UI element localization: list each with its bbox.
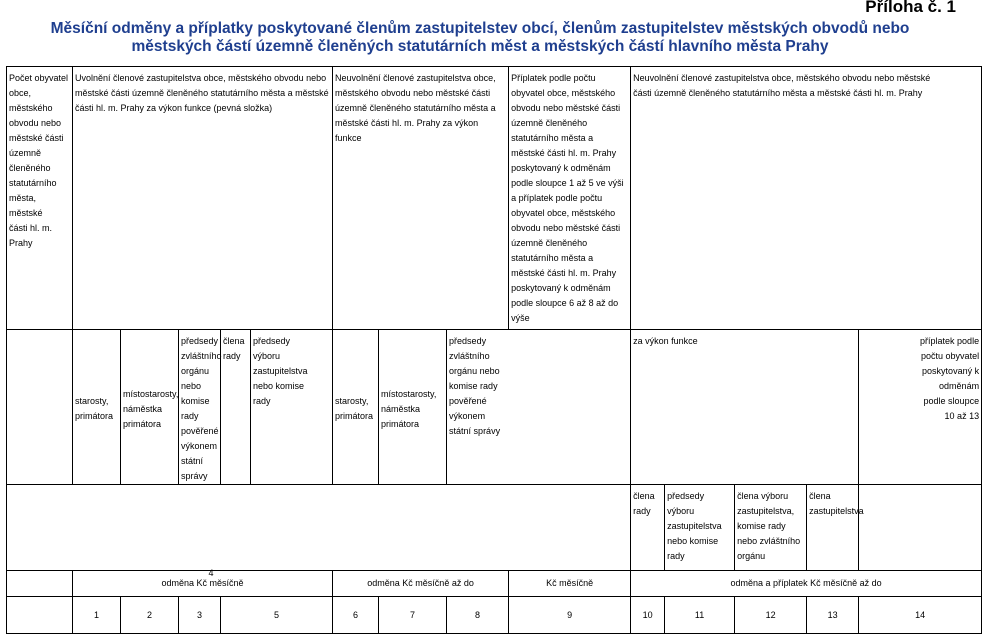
- title-line-1: Měsíční odměny a příplatky poskytované členům zastupitelstev obcí, členům zastupitelstev městských obvodů nebo: [50, 20, 910, 37]
- col-number: 1: [73, 597, 121, 634]
- unit-monthly: odměna Kč měsíčně: [73, 571, 333, 597]
- num-empty: [7, 597, 73, 634]
- sub-mayor-1: starosty, primátora: [73, 330, 121, 485]
- sub-chair-special-2: předsedy zvláštního orgánu nebo komise rady pověřené výkonem státní správy: [447, 330, 631, 485]
- page-title: [0, 20, 960, 56]
- col-number: 10: [631, 597, 665, 634]
- header-released-members: Uvolnění členové zastupitelstva obce, městského obvodu nebo městské části územně členěného statutárního města a městské části hl. m. Prahy za výkon funkce (pevná složka): [73, 67, 333, 330]
- header-unreleased-members: Neuvolnění členové zastupitelstva obce, městského obvodu nebo městské části územně členěného statutárního města a městské části hl. m. Prahy za výkon funkce: [333, 67, 509, 330]
- col-number: 14: [859, 597, 982, 634]
- sub-supplement: příplatek podle počtu obyvatel poskytovaný k odměnám podle sloupce 10 až 13: [859, 330, 982, 485]
- remuneration-table: [6, 66, 982, 634]
- sub-chair-committee-1: předsedy výboru zastupitelstva nebo komise rady: [251, 330, 333, 485]
- sub-deputy-mayor-1: místostarosty, náměstka primátora: [121, 330, 179, 485]
- sub2-empty: [7, 485, 631, 571]
- sub-for-function: za výkon funkce: [631, 330, 859, 485]
- sub-mayor-2: starosty, primátora: [333, 330, 379, 485]
- hidden-number-4: 4: [208, 568, 214, 578]
- header-unreleased-members-2: Neuvolnění členové zastupitelstva obce, městského obvodu nebo městské části územně členěného statutárního města a městské části hl. m. Prahy: [631, 67, 982, 330]
- sub-empty-1: [7, 330, 73, 485]
- col-number: 5: [221, 597, 333, 634]
- sub-deputy-mayor-2: místostarosty, náměstka primátora: [379, 330, 447, 485]
- sub2-council-member: člena rady: [631, 485, 665, 571]
- sub2-assembly-member: člena zastupitelstva: [807, 485, 859, 571]
- unit-monthly-up-to: odměna Kč měsíčně až do: [333, 571, 509, 597]
- header-population: Počet obyvatel obce, městského obvodu nebo městské části územně členěného statutárního města, městské části hl. m. Prahy: [7, 67, 73, 330]
- title-line-2: městských částí územně členěných statutárních měst a městských částí hlavního města Prahy: [131, 38, 829, 55]
- header-supplement: Příplatek podle počtu obyvatel obce, městského obvodu nebo městské části územně členěného statutárního města a městské části hl. m. Prahy poskytovaný k odměnám podle sloupce 1 až 5 ve výši a příplatek podle počtu obyvatel obce, městského obvodu nebo městské části územně členěného statutárního města a městské části hl. m. Prahy poskytovaný k odměnám podle sloupce 6 až 8 až do výše: [509, 67, 631, 330]
- col-number: 8: [447, 597, 509, 634]
- sub-council-member-1: člena rady: [221, 330, 251, 485]
- col-number: 3: [179, 597, 221, 634]
- col-number: 11: [665, 597, 735, 634]
- col-number: 13: [807, 597, 859, 634]
- sub-chair-special-1: předsedy zvláštního orgánu nebo komise rady pověřené výkonem státní správy: [179, 330, 221, 485]
- sub2-chair-committee: předsedy výboru zastupitelstva nebo komise rady: [665, 485, 735, 571]
- col-number: 2: [121, 597, 179, 634]
- col-number: 9: [509, 597, 631, 634]
- unit-czk-monthly: Kč měsíčně: [509, 571, 631, 597]
- col-number: 7: [379, 597, 447, 634]
- unit-empty: [7, 571, 73, 597]
- col-number: 6: [333, 597, 379, 634]
- sub2-empty-last: [859, 485, 982, 571]
- appendix-label: Příloha č. 1: [865, 0, 956, 16]
- unit-remuneration-supplement: odměna a příplatek Kč měsíčně až do: [631, 571, 982, 597]
- column-numbers-row: [7, 597, 982, 634]
- col-number: 12: [735, 597, 807, 634]
- sub2-committee-member: člena výboru zastupitelstva, komise rady nebo zvláštního orgánu: [735, 485, 807, 571]
